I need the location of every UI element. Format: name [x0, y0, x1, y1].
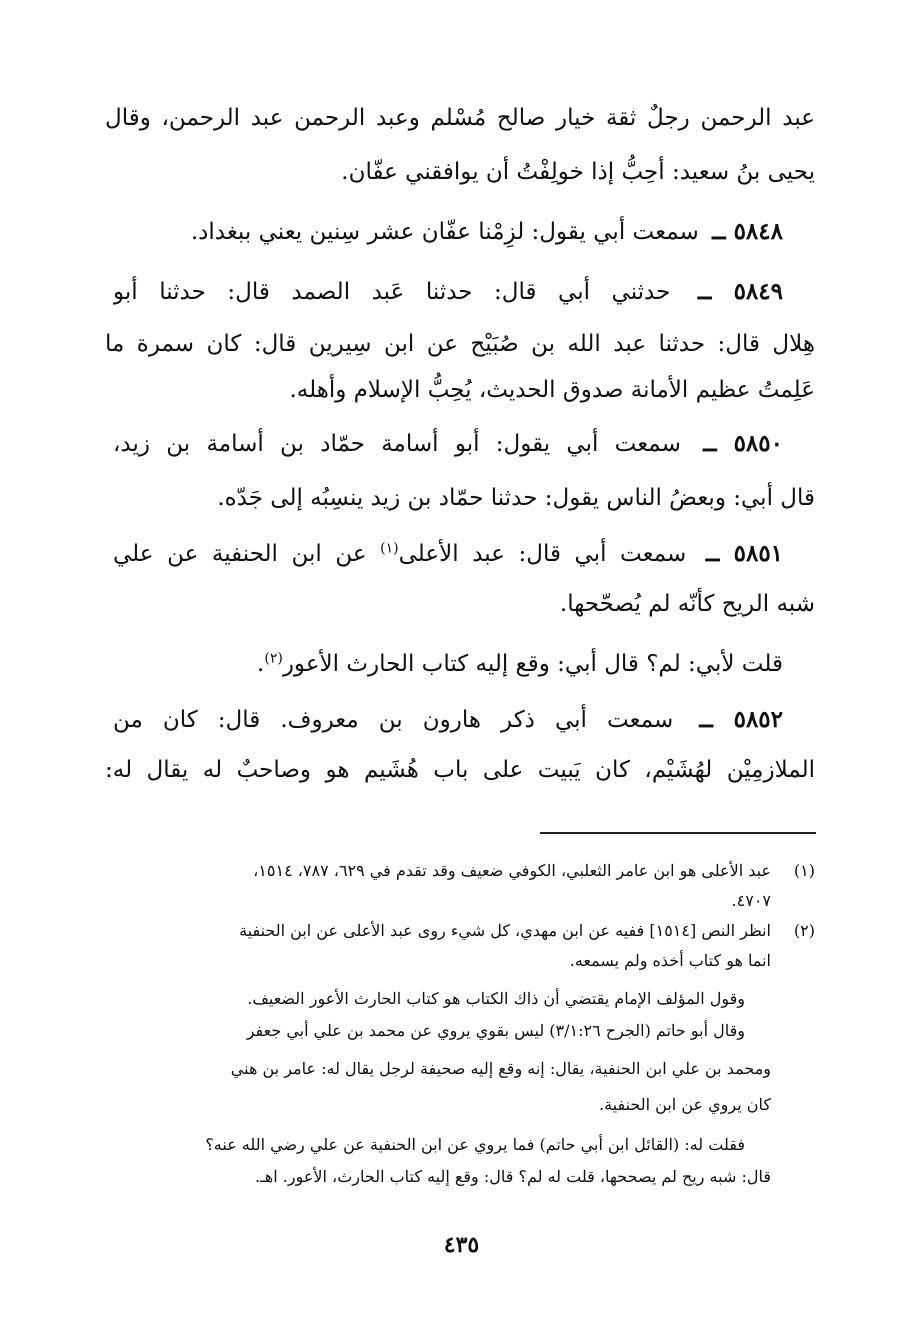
body-line-1: عبد الرحمن رجلٌ ثقة خيار صالح مُسْلم وعبد الرحمن عبد الرحمن، وقال	[105, 105, 815, 131]
entry-number: ٥٨٤٨ ــ	[712, 218, 783, 245]
entry-text: سمعت أبي يقول: لزِمْنا عفّان عشر سِنين يعني ببغداد.	[190, 219, 699, 245]
footnote-2-line-2: انما هو كتاب أخذه ولم يسمعه.	[569, 951, 771, 970]
question-text: قلت لأبي: لم؟ قال أبي: وقع إليه كتاب الحارث الأعور	[282, 651, 783, 677]
footnote-2-line-4: وقال أبو حاتم (الجرح ٣/١:٢٦) ليس بقوي يروي عن محمد بن علي أبي جعفر	[246, 1021, 745, 1040]
entry-number: ٥٨٤٩ ــ	[697, 278, 783, 305]
footnote-1-label: (١)	[793, 861, 815, 880]
entry-text: حدثني أبي قال: حدثنا عَبد الصمد قال: حدثنا أبو	[113, 279, 671, 305]
footnote-2-line-1	[105, 918, 815, 944]
entry-number: ٥٨٥٢ ــ	[699, 706, 783, 733]
entry-5849	[113, 274, 783, 310]
period: .	[257, 651, 265, 677]
entry-text-cont: عن ابن الحنفية عن علي	[113, 541, 367, 567]
body-line-6: عَلِمتُ عظيم الأمانة صدوق الحديث، يُحِبُّ الإسلام وأهله.	[289, 377, 815, 403]
body-line-2: يحيى بنُ سعيد: أحِبُّ إذا خولِفْتُ أن يوافقني عفّان.	[341, 159, 815, 185]
entry-5850	[113, 426, 783, 462]
footnote-2-line-8: قال: شبه ريح لم يصححها، قلت له لم؟ قال: وقع إليه كتاب الحارث، الأعور. اهـ.	[255, 1167, 771, 1186]
entry-text: سمعت أبي ذكر هارون بن معروف. قال: كان من	[113, 707, 674, 733]
entry-5851	[113, 536, 783, 572]
entry-number: ٥٨٥١ ــ	[705, 540, 783, 567]
entry-5848	[123, 214, 783, 250]
body-line-14: الملازمِيْن لهُشَيْم، كان يَبيت على باب هُشَيم هو وصاحبٌ له يقال له:	[105, 757, 815, 783]
entry-5852	[113, 702, 783, 738]
entry-text: سمعت أبي يقول: أبو أسامة حمّاد بن أسامة بن زيد،	[113, 431, 681, 457]
page-number: ٤٣٥	[443, 1232, 480, 1258]
footnote-separator	[540, 832, 816, 834]
footnote-1-line-2: ٤٧٠٧.	[731, 891, 771, 910]
footnote-2-line-6: كان يروي عن ابن الحنفية.	[599, 1095, 771, 1114]
footnote-2-line-3: وقول المؤلف الإمام يقتضي أن ذاك الكتاب هو كتاب الحارث الأعور الضعيف.	[247, 989, 745, 1008]
footnote-1-text: عبد الأعلى هو ابن عامر الثعلبي، الكوفي ضعيف وقد تقدم في ٦٢٩، ٧٨٧، ١٥١٤،	[253, 861, 771, 880]
body-line-5: هِلال قال: حدثنا عبد الله بن صُبَيْح عن ابن سِيرين قال: كان سمرة ما	[105, 331, 815, 357]
footnote-2-label: (٢)	[793, 921, 815, 940]
entry-text: سمعت أبي قال: عبد الأعلى	[398, 541, 687, 567]
footnote-1-line-1	[105, 858, 815, 884]
footnote-2-line-7: فقلت له: (القائل ابن أبي حاتم) فما يروي عن ابن الحنفية عن علي رضي الله عنه؟	[205, 1135, 745, 1154]
footnote-ref-2: (٢)	[264, 650, 283, 667]
body-line-10: شبه الريح كأنّه لم يُصحّحها.	[559, 591, 815, 617]
footnote-2-text: انظر النص [١٥١٤] ففيه عن ابن مهدي، كل شيء روى عبد الأعلى عن ابن الحنفية	[239, 921, 771, 940]
footnote-ref-1: (١)	[380, 540, 399, 557]
entry-number: ٥٨٥٠ ــ	[703, 430, 783, 457]
body-line-8: قال أبي: وبعضُ الناس يقول: حدثنا حمّاد بن زيد ينسِبُه إلى جَدّه.	[217, 485, 815, 511]
body-line-11	[123, 646, 783, 682]
footnote-2-line-5: ومحمد بن علي ابن الحنفية، يقال: إنه وقع إليه صحيفة لرجل يقال له: عامر بن هني	[230, 1059, 771, 1078]
